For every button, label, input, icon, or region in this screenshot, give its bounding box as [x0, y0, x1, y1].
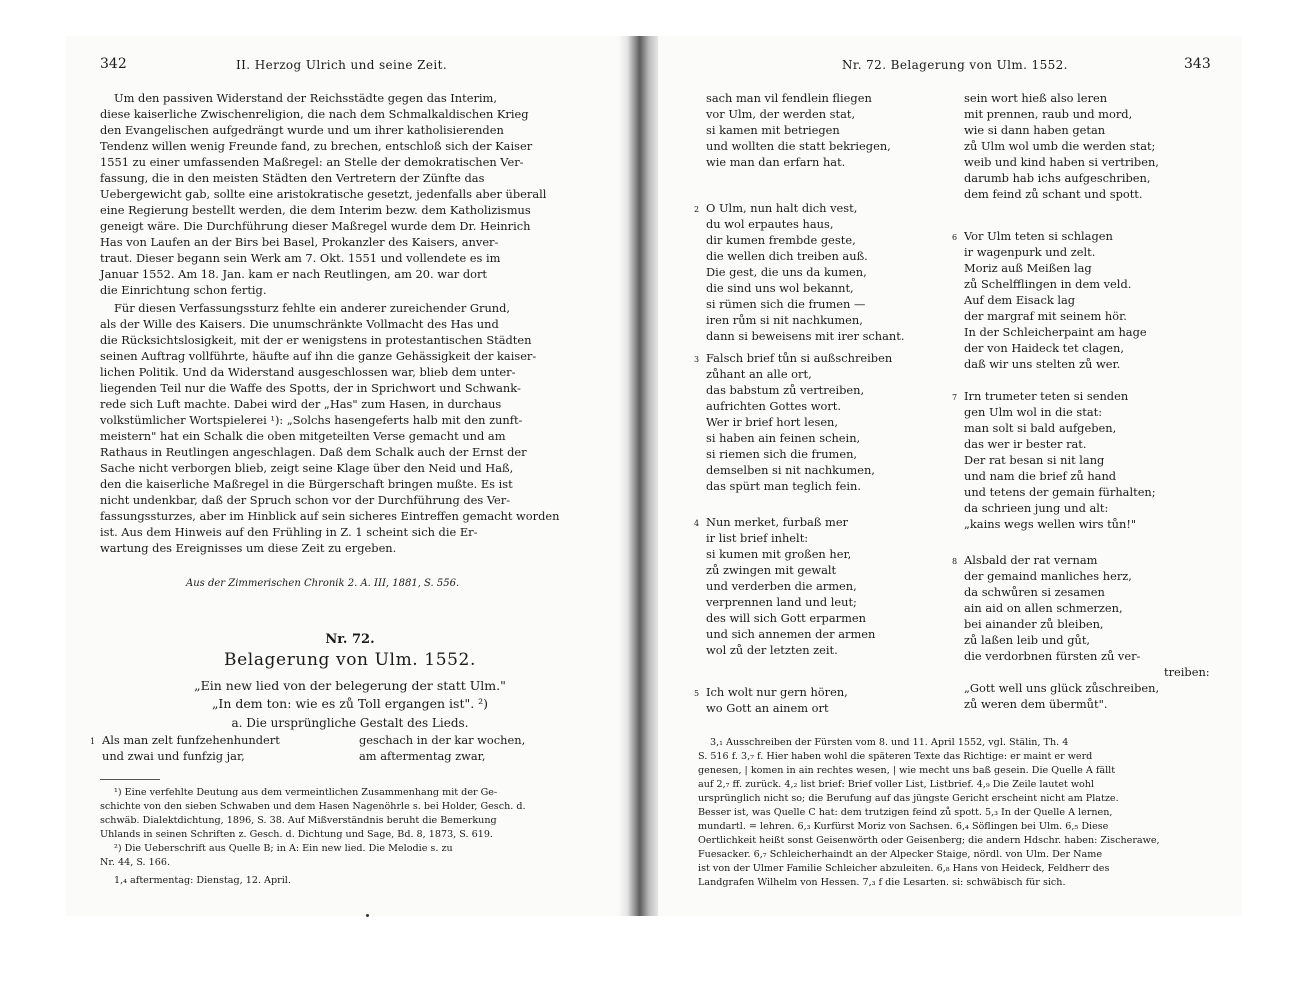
verse-line: wol zů der letzten zeit.	[706, 643, 838, 657]
text-line: 1551 zu einer umfassenden Maßregel: an Stelle der demokratischen Ver-	[100, 155, 524, 169]
verse-line: man solt si bald aufgeben,	[964, 421, 1117, 435]
verse-line: zůhant an alle ort,	[706, 367, 812, 381]
verse-line: zů zwingen mit gewalt	[706, 563, 837, 577]
verse-number: 7	[952, 393, 958, 402]
verse-line: das babstum zů vertreiben,	[706, 383, 865, 397]
note-line: S. 516 f. 3,₇ f. Hier haben wohl die späteren Texte das Richtige: er maint er werd	[698, 751, 1093, 762]
melody-note: „In dem ton: wie es zů Toll ergangen ist". ²)	[211, 696, 489, 711]
second-paragraph	[100, 300, 600, 556]
text-line: nicht undenkbar, daß der Spruch schon vor der Durchführung des Ver-	[100, 493, 511, 507]
verse-line: si kumen mit großen her,	[706, 547, 852, 561]
verse-7	[964, 388, 1156, 532]
verse-line: Nun merket, furbaß mer	[706, 515, 849, 529]
verse-number: 4	[694, 519, 700, 528]
verse-line: wie man dan erfarn hat.	[706, 155, 846, 169]
intro-paragraph	[100, 90, 600, 298]
verse-line: dann si beweisens mit irer schant.	[706, 329, 905, 343]
note-line: Landgrafen Wilhelm von Hessen. 7,₃ f die Lesarten. si: schwäbisch für sich.	[698, 877, 1066, 888]
text-line: seinen Auftrag vollführte, häufte auf ihn die ganze Gehässigkeit der kaiser-	[100, 349, 537, 363]
verse-line: Alsbald der rat vernam	[964, 553, 1098, 567]
verse-line: und sich annemen der armen	[706, 627, 876, 641]
verse-line: si haben ain feinen schein,	[706, 431, 861, 445]
verse-line: „Gott well uns glück zůschreiben,	[964, 681, 1160, 695]
verse-line: am aftermentag zwar,	[359, 749, 486, 763]
verse-5	[706, 684, 848, 716]
text-line: liegenden Teil nur die Waffe des Spotts, der in Sprichwort und Schwank-	[100, 381, 521, 395]
verse-line: Als man zelt funfzehenhundert	[102, 733, 280, 747]
verse-line: daß wir uns stelten zů wer.	[964, 357, 1121, 371]
text-line: Um den passiven Widerstand der Reichsstädte gegen das Interim,	[114, 91, 497, 105]
verse-line: der gemaind manliches herz,	[964, 569, 1132, 583]
verse-number: 8	[952, 557, 958, 566]
verse-line: aufrichten Gottes wort.	[706, 399, 841, 413]
verse-line: Der rat besan si nit lang	[964, 453, 1105, 467]
verse-line: und zwai und funfzig jar,	[102, 749, 245, 763]
verse-1-left	[102, 732, 280, 764]
verse-line: Die gest, die uns da kumen,	[706, 265, 867, 279]
verse-number: 6	[952, 233, 958, 242]
scan-speck	[366, 914, 369, 917]
footnote-line: schichte von den sieben Schwaben und dem Hasen Nagenöhrle s. bei Holder, Gesch. d.	[100, 801, 526, 812]
verse-line: du wol erpautes haus,	[706, 217, 834, 231]
verse-8	[964, 552, 1210, 712]
verse-line: Ich wolt nur gern hören,	[706, 685, 848, 699]
verse-line: Moriz auß Meißen lag	[964, 261, 1092, 275]
verse-3	[706, 350, 892, 494]
text-line: ist. Aus dem Hinweis auf den Frühling in Z. 1 scheint sich die Er-	[100, 525, 478, 539]
verse-line: sein wort hieß also leren	[964, 91, 1108, 105]
verse-number: 3	[694, 355, 700, 364]
footnote-line: ²) Die Ueberschrift aus Quelle B; in A: Ein new lied. Die Melodie s. zu	[114, 843, 453, 854]
note-line: Besser ist, was Quelle C hat: dem trutzigen feind zů spott. 5,₃ In der Quelle A lernen,	[698, 807, 1113, 818]
page-number: 342	[100, 56, 127, 72]
text-line: Has von Laufen an der Birs bei Basel, Prokanzler des Kaisers, anver-	[100, 235, 499, 249]
text-line: lichen Politik. Und da Widerstand ausgeschlossen war, blieb dem unter-	[100, 365, 516, 379]
page-number: 343	[1184, 56, 1211, 72]
verse-line: si kamen mit betriegen	[706, 123, 840, 137]
text-line: diese kaiserliche Zwischenreligion, die nach dem Schmalkaldischen Krieg	[100, 107, 529, 121]
source-citation: Aus der Zimmerischen Chronik 2. A. III, 1881, S. 556.	[186, 578, 460, 589]
verse-line: die verdorbnen fürsten zů ver-	[964, 649, 1141, 663]
verse-number: 1	[90, 737, 96, 746]
text-line: meistern" hat ein Schalk die oben mitgeteilten Verse gemacht und am	[100, 429, 506, 443]
verse-line: dir kumen frembde geste,	[706, 233, 856, 247]
verse-line: Falsch brief tůn si außschreiben	[706, 351, 893, 365]
verse-line: zů laßen leib und gůt,	[964, 633, 1091, 647]
verse-line: sach man vil fendlein fliegen	[706, 91, 872, 105]
verse-line: „kains wegs wellen wirs tůn!"	[964, 517, 1137, 531]
verse-line: ir list brief inhelt:	[706, 531, 809, 545]
verse-line: verprennen land und leut;	[706, 595, 857, 609]
note-line: mundartl. = lehren. 6,₃ Kurfürst Moriz von Sachsen. 6,₄ Söflingen bei Ulm. 6,₅ Diese	[698, 821, 1109, 832]
note-line: ist von der Ulmer Familie Schleicher abzuleiten. 6,₈ Hans von Heideck, Feldherr des	[698, 863, 1110, 874]
footnote-line: ¹) Eine verfehlte Deutung aus dem vermeintlichen Zusammenhang mit der Ge-	[114, 787, 498, 798]
verse-4	[706, 514, 875, 658]
verse-line: mit prennen, raub und mord,	[964, 107, 1133, 121]
text-line: eine Regierung bestellt werden, die dem Interim bezw. dem Katholizismus	[100, 203, 531, 217]
song-subtitle: „Ein new lied von der belegerung der statt Ulm."	[194, 678, 506, 693]
book-spread	[66, 36, 1242, 916]
text-line: fassung, die in den meisten Städten den Vertretern der Zünfte das	[100, 171, 485, 185]
verse-line: wie si dann haben getan	[964, 123, 1106, 137]
note-line: genesen, | komen in ain rechtes wesen, | wie mecht uns baß gesein. Die Quelle A fällt	[698, 765, 1116, 776]
verse-line: weib und kind haben si vertriben,	[964, 155, 1159, 169]
verse-line: zů weren dem übermůt".	[964, 697, 1108, 711]
verse-number: 5	[694, 689, 700, 698]
text-line: rede sich Luft machte. Dabei wird der „Has" zum Hasen, in durchaus	[100, 397, 502, 411]
verse-line: des will sich Gott erparmen	[706, 611, 866, 625]
verse-line: O Ulm, nun halt dich vest,	[706, 201, 858, 215]
verse-line: ir wagenpurk und zelt.	[964, 245, 1096, 259]
verse-line: darumb hab ichs aufgeschriben,	[964, 171, 1151, 185]
verse-1-right	[359, 732, 525, 764]
text-line: Tendenz willen wenig Freunde fand, zu brechen, entschloß sich der Kaiser	[100, 139, 533, 153]
right-page	[658, 36, 1242, 916]
verse-number: 2	[694, 205, 700, 214]
verse-line: geschach in der kar wochen,	[359, 733, 526, 747]
verse-line: demselben si nit nachkumen,	[706, 463, 875, 477]
verse-line: und tetens der gemain fürhalten;	[964, 485, 1156, 499]
text-line: traut. Dieser begann sein Werk am 7. Okt. 1551 und vollendete es im	[100, 251, 501, 265]
text-line: Sache nicht verborgen blieb, zeigt seine Klage über den Neid und Haß,	[100, 461, 514, 475]
verse-line: Irn trumeter teten si senden	[964, 389, 1129, 403]
left-page	[66, 36, 626, 916]
text-line: die Einrichtung schon fertig.	[100, 283, 267, 297]
verse-line: treiben:	[1164, 665, 1210, 679]
text-line: als der Wille des Kaisers. Die unumschränkte Vollmacht des Has und	[100, 317, 499, 331]
text-line: geneigt wäre. Die Durchführung dieser Maßregel wurde dem Dr. Heinrich	[100, 219, 531, 233]
verse-line: Wer ir brief hort lesen,	[706, 415, 839, 429]
verse-line: Vor Ulm teten si schlagen	[964, 229, 1113, 243]
verse-line: vor Ulm, der werden stat,	[706, 107, 856, 121]
verse-line: da schrieen jung und alt:	[964, 501, 1109, 515]
text-line: fassungssturzes, aber im Hinblick auf sein sicheres Eintreffen gemacht worden	[100, 509, 560, 523]
footnotes	[100, 786, 620, 870]
note-line: 3,₁ Ausschreiben der Fürsten vom 8. und 11. April 1552, vgl. Stälin, Th. 4	[710, 737, 1069, 748]
verse-line: wo Gott an ainem ort	[706, 701, 829, 715]
text-line: den Evangelischen aufgedrängt wurde und um ihrer katholisierenden	[100, 123, 504, 137]
verse-line: si rümen sich die frumen —	[706, 297, 866, 311]
verse-line: das spürt man teglich fein.	[706, 479, 862, 493]
text-line: Januar 1552. Am 18. Jan. kam er nach Reutlingen, am 20. war dort	[100, 267, 488, 281]
verse-line: bei ainander zů bleiben,	[964, 617, 1104, 631]
text-line: den die kaiserliche Maßregel in die Bürgerschaft bringen mußte. Es ist	[100, 477, 513, 491]
verse-line: iren rům si nit nachkumen,	[706, 313, 863, 327]
verse-line: und wollten die statt bekriegen,	[706, 139, 891, 153]
verse-line: die wellen dich treiben auß.	[706, 249, 868, 263]
footnote-line: Uhlands in seinen Schriften z. Gesch. d. Dichtung und Sage, Bd. 8, 1873, S. 619.	[100, 829, 493, 840]
note-line: Oertlichkeit heißt sonst Geisenwörth oder Geisenberg; die andern Hdschr. haben: Zischerawe,	[698, 835, 1160, 846]
verse-line: zů Ulm wol umb die werden stat;	[964, 139, 1156, 153]
verse-6	[964, 228, 1147, 372]
text-line: Für diesen Verfassungssturz fehlte ein anderer zureichender Grund,	[114, 301, 511, 315]
verse-line: Auf dem Eisack lag	[964, 293, 1076, 307]
text-line: die Rücksichtslosigkeit, mit der er wenigstens in protestantischen Städten	[100, 333, 532, 347]
verse-line: zů Schelfflingen in dem veld.	[964, 277, 1132, 291]
footnote-line: Nr. 44, S. 166.	[100, 857, 171, 868]
note-line: Fuesacker. 6,₇ Schleicherhaindt an der Alpecker Staige, nördl. von Ulm. Der Name	[698, 849, 1103, 860]
note-line: auf 2,₇ ff. zurück. 4,₂ list brief: Brief voller List, Listbrief. 4,₉ Die Zeile lautet wohl	[698, 779, 1095, 790]
verse-line: und nam die brief zů hand	[964, 469, 1117, 483]
line-note: 1,₄ aftermentag: Dienstag, 12. April.	[114, 875, 291, 886]
verse-line: dem feind zů schant und spott.	[964, 187, 1143, 201]
verse-line: si riemen sich die frumen,	[706, 447, 858, 461]
text-line: Uebergewicht gab, sollte eine aristokratische gesetzt, jedenfalls aber überall	[100, 187, 547, 201]
verse-line: gen Ulm wol in die stat:	[964, 405, 1103, 419]
running-head: II. Herzog Ulrich und seine Zeit.	[236, 58, 448, 72]
song-number: Nr. 72.	[325, 632, 375, 647]
verse-line: das wer ir bester rat.	[964, 437, 1087, 451]
text-line: Rathaus in Reutlingen angeschlagen. Daß dem Schalk auch der Ernst der	[100, 445, 527, 459]
running-head: Nr. 72. Belagerung von Ulm. 1552.	[842, 58, 1068, 72]
song-title: Belagerung von Ulm. 1552.	[224, 650, 476, 670]
footnote-rule	[100, 779, 160, 780]
verse-line: da schwůren si zesamen	[964, 585, 1105, 599]
verse-1-continued	[706, 90, 891, 170]
verse-5-continued	[964, 90, 1159, 202]
section-heading: a. Die ursprüngliche Gestalt des Lieds.	[231, 716, 469, 730]
verse-line: die sind uns wol bekannt,	[706, 281, 854, 295]
textual-notes	[698, 736, 1238, 890]
note-line: ursprünglich nicht so; die Berufung auf das jüngste Gericht erscheint nicht am Platze.	[698, 793, 1119, 804]
verse-line: der von Haideck tet clagen,	[964, 341, 1124, 355]
verse-line: In der Schleicherpaint am hage	[964, 325, 1147, 339]
footnote-line: schwäb. Dialektdichtung, 1896, S. 38. Auf Mißverständnis beruht die Bemerkung	[100, 815, 497, 826]
verse-line: ain aid on allen schmerzen,	[964, 601, 1123, 615]
verse-line: der margraf mit seinem hör.	[964, 309, 1127, 323]
verse-2	[706, 200, 904, 344]
text-line: wartung des Ereignisses um diese Zeit zu ergeben.	[100, 541, 397, 555]
text-line: volkstümlicher Wortspielerei ¹): „Solchs hasengeferts halb mit den zunft-	[100, 413, 523, 427]
verse-line: und verderben die armen,	[706, 579, 857, 593]
